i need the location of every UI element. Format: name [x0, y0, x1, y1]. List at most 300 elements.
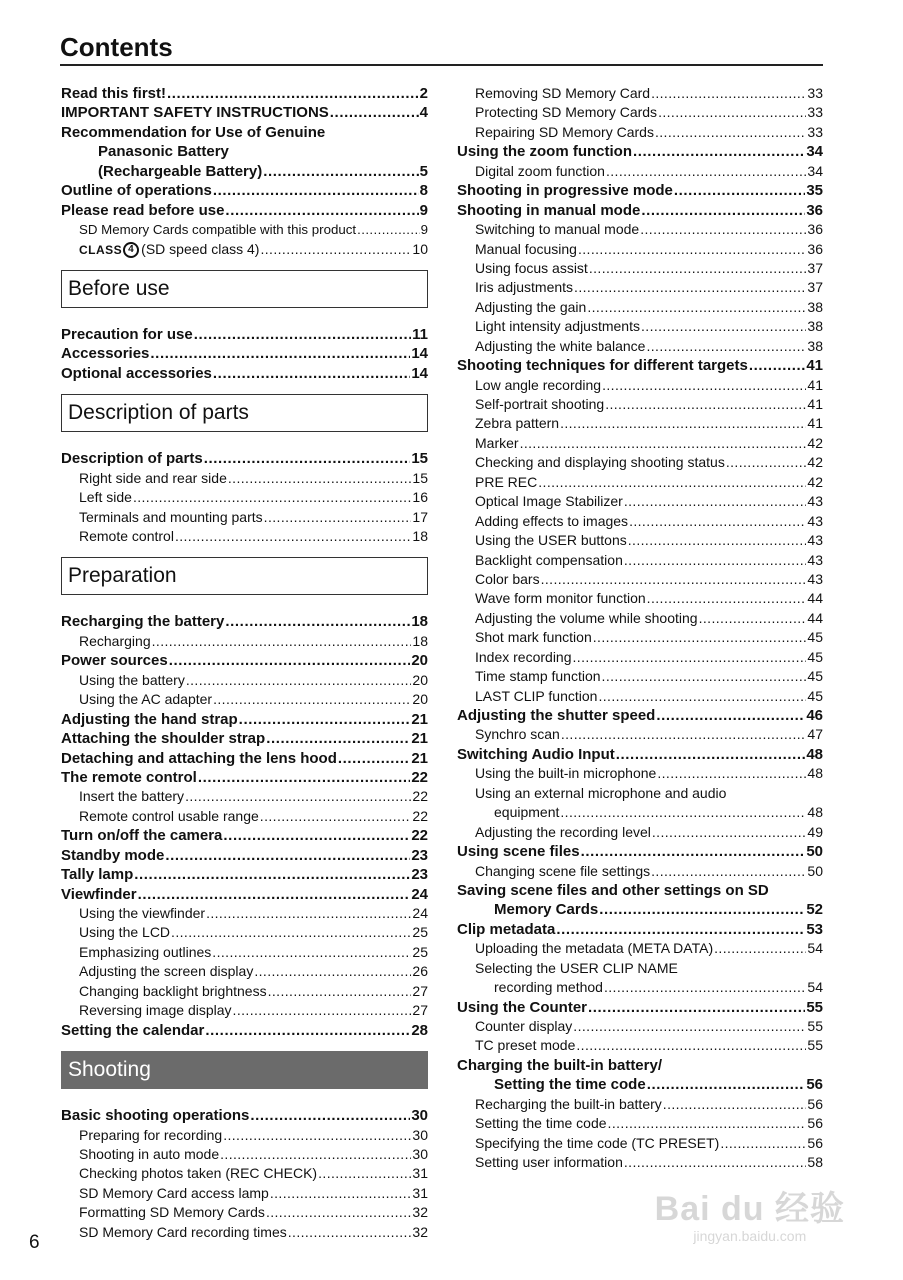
toc-subentry[interactable] [61, 982, 428, 1001]
page-ref: 15 [412, 469, 428, 486]
page-ref: 55 [806, 998, 823, 1016]
entry-title: Using focus assist [475, 259, 588, 276]
toc-subentry[interactable] [457, 414, 823, 433]
toc-entry[interactable] [61, 612, 428, 631]
entry-title: Counter display [475, 1018, 573, 1034]
dot-leader [606, 162, 806, 181]
page-ref: 28 [411, 1021, 428, 1039]
dot-leader [726, 453, 807, 472]
page-ref: 55 [807, 1037, 823, 1054]
entry-title: Marker [475, 434, 519, 451]
toc-subentry[interactable] [457, 220, 823, 239]
toc-entry[interactable] [61, 84, 428, 103]
toc-entry[interactable] [457, 356, 823, 375]
entry-title: SD Memory Card recording times [79, 1223, 287, 1240]
entry-title: Detaching and attaching the lens hood [61, 749, 337, 767]
entry-title: Emphasizing outlines [79, 943, 212, 960]
entry-title: Uploading the metadata (META DATA) [475, 940, 714, 957]
entry-title: Setting the time code [475, 1115, 607, 1132]
page-ref: 27 [412, 982, 428, 999]
sd-class4-logo [79, 241, 139, 260]
page-ref: 20 [412, 671, 428, 688]
toc-entry[interactable] [61, 449, 428, 468]
dot-leader [268, 982, 412, 1001]
toc-subentry[interactable] [457, 162, 823, 181]
dot-leader [663, 1095, 807, 1114]
page-ref: 22 [411, 827, 428, 845]
entry-title: Shooting in progressive mode [457, 182, 673, 200]
page-ref: 20 [412, 691, 428, 708]
toc-subentry[interactable] [61, 671, 428, 690]
dot-leader [624, 551, 807, 570]
page-ref: 21 [411, 749, 428, 767]
entry-title: Outline of operations [61, 182, 212, 200]
entry-title: (Rechargeable Battery) [98, 162, 263, 180]
page-ref: 45 [807, 629, 823, 646]
toc-subentry[interactable] [457, 1095, 823, 1114]
dot-leader [206, 904, 411, 923]
dot-leader [651, 862, 806, 881]
toc-entry[interactable] [61, 865, 428, 884]
toc-subentry[interactable] [61, 923, 428, 942]
dot-leader [260, 807, 412, 826]
dot-leader [263, 162, 418, 181]
page-ref: 32 [412, 1204, 428, 1221]
dot-leader [520, 434, 807, 453]
toc-subentry[interactable] [61, 1164, 428, 1183]
page-ref: 34 [806, 143, 823, 161]
entry-title: Synchro scan [475, 726, 560, 743]
dot-leader [133, 488, 411, 507]
page-ref: 23 [411, 846, 428, 864]
toc-subentry[interactable] [457, 803, 823, 822]
toc-subentry[interactable] [457, 1114, 823, 1133]
entry-title: Using the AC adapter [79, 691, 213, 708]
toc-subentry[interactable] [61, 1145, 428, 1164]
dot-leader [640, 220, 806, 239]
page-ref: 26 [412, 963, 428, 980]
toc-entry[interactable] [457, 745, 823, 764]
dot-leader [581, 842, 806, 861]
page-ref: 21 [411, 710, 428, 728]
page-ref: 25 [412, 924, 428, 941]
entry-title: Removing SD Memory Card [475, 85, 651, 101]
toc-entry[interactable] [61, 364, 428, 383]
toc-entry[interactable] [61, 826, 428, 845]
dot-leader [651, 84, 806, 103]
toc-subentry[interactable] [457, 123, 823, 142]
toc-entry[interactable] [61, 201, 428, 220]
page-ref: 31 [412, 1165, 428, 1182]
toc-subentry[interactable] [457, 570, 823, 589]
toc-subentry[interactable] [457, 453, 823, 472]
entry-title: SD Memory Card access lamp [79, 1184, 269, 1201]
toc-entry[interactable] [457, 1075, 823, 1094]
toc-subentry[interactable] [61, 508, 428, 527]
page-ref: 22 [411, 768, 428, 786]
page-ref: 38 [807, 337, 823, 354]
toc-subentry[interactable] [457, 764, 823, 783]
dot-leader [223, 826, 410, 845]
page-ref: 30 [411, 1107, 428, 1125]
toc-entry[interactable] [61, 103, 428, 122]
toc-subentry[interactable] [61, 527, 428, 546]
toc-subentry[interactable] [457, 687, 823, 706]
dot-leader [152, 632, 412, 651]
entry-title: Setting the time code [494, 1076, 646, 1094]
entry-title: Switching Audio Input [457, 745, 615, 763]
page-ref: 27 [412, 1002, 428, 1019]
dot-leader [624, 492, 807, 511]
page-ref: 41 [807, 396, 823, 412]
dot-leader [150, 344, 410, 363]
toc-subentry[interactable] [61, 220, 428, 239]
page-ref: 18 [412, 632, 428, 649]
dot-leader [260, 240, 411, 259]
toc-subentry[interactable] [457, 103, 823, 122]
toc-subentry[interactable] [457, 823, 823, 842]
page-ref: 8 [419, 182, 428, 200]
toc-subentry[interactable] [61, 904, 428, 923]
entry-title: Changing backlight brightness [79, 982, 267, 999]
dot-leader [602, 667, 807, 686]
entry-title: Shooting in auto mode [79, 1145, 220, 1162]
toc-entry[interactable] [61, 181, 428, 200]
entry-title: Recharging the built-in battery [475, 1095, 662, 1112]
dot-leader [605, 395, 806, 414]
toc-entry[interactable] [61, 142, 428, 161]
entry-title: Low angle recording [475, 376, 602, 393]
dot-leader [629, 512, 806, 531]
toc-subentry[interactable] [457, 512, 823, 531]
toc-subentry[interactable] [457, 531, 823, 550]
entry-title: Please read before use [61, 201, 225, 219]
toc-subentry[interactable] [457, 551, 823, 570]
dot-leader [598, 687, 806, 706]
toc-subentry[interactable] [61, 488, 428, 507]
entry-title: SD Memory Cards compatible with this product [79, 222, 357, 238]
page-ref: 16 [412, 489, 428, 506]
dot-leader [134, 865, 410, 884]
page-ref: 35 [806, 182, 823, 200]
toc-entry[interactable] [61, 1106, 428, 1125]
toc-subentry[interactable] [61, 807, 428, 826]
toc-subentry[interactable] [457, 1153, 823, 1172]
page-ref: 34 [807, 162, 823, 179]
page-ref: 43 [807, 532, 823, 549]
toc-subentry[interactable] [457, 278, 823, 297]
toc-subentry[interactable] [457, 628, 823, 647]
entry-title: Clip metadata [457, 920, 556, 938]
dot-leader [185, 787, 411, 806]
entry-title: Terminals and mounting parts [79, 508, 263, 525]
page-ref: 42 [807, 454, 823, 471]
page-ref: 45 [807, 668, 823, 685]
page-ref: 43 [807, 493, 823, 510]
page-ref: 31 [412, 1184, 428, 1201]
toc-subentry[interactable] [457, 589, 823, 608]
page-ref: 23 [411, 866, 428, 884]
toc-subentry[interactable] [61, 690, 428, 709]
toc-subentry[interactable] [61, 1126, 428, 1145]
entry-title: Adding effects to images [475, 512, 629, 529]
dot-leader [186, 671, 412, 690]
toc-subentry[interactable] [457, 337, 823, 356]
dot-leader [633, 142, 805, 161]
dot-leader [658, 103, 806, 122]
page-ref: 37 [807, 279, 823, 296]
entry-title: IMPORTANT SAFETY INSTRUCTIONS [61, 104, 329, 122]
entry-title: Using the Counter [457, 998, 587, 1016]
entry-title: Wave form monitor function [475, 590, 646, 607]
page-ref: 5 [419, 162, 428, 180]
entry-title: Checking and displaying shooting status [475, 454, 725, 471]
page-ref: 9 [420, 222, 428, 238]
toc-subentry[interactable] [457, 434, 823, 453]
toc-subentry[interactable] [457, 317, 823, 336]
toc-subentry[interactable] [457, 1036, 823, 1055]
page-ref: 17 [412, 508, 428, 525]
page-ref: 21 [411, 730, 428, 748]
page-ref: 46 [806, 707, 823, 724]
entry-title: Recharging the battery [61, 613, 225, 631]
toc-subentry[interactable] [457, 939, 823, 958]
dot-leader [561, 725, 807, 744]
toc-entry[interactable] [61, 344, 428, 363]
entry-title: Using the LCD [79, 924, 171, 941]
toc-subentry[interactable] [457, 395, 823, 414]
toc-entry[interactable] [61, 123, 428, 142]
page-ref: 48 [807, 765, 823, 782]
dot-leader [674, 181, 805, 200]
page-ref: 44 [807, 609, 823, 626]
section-heading: Preparation [61, 557, 428, 595]
toc-entry[interactable] [61, 162, 428, 181]
entry-title: Shot mark function [475, 629, 592, 646]
page-ref: 22 [412, 807, 428, 824]
dot-leader [599, 900, 805, 919]
toc-subentry[interactable] [61, 962, 428, 981]
entry-title: Using the zoom function [457, 143, 632, 161]
entry-title: Formatting SD Memory Cards [79, 1204, 265, 1221]
toc-subentry[interactable] [61, 943, 428, 962]
page-ref: 24 [411, 885, 428, 903]
page-ref: 2 [419, 85, 428, 102]
class-logo-number: 4 [123, 242, 139, 258]
entry-title: Standby mode [61, 846, 165, 864]
dot-leader [573, 1017, 806, 1036]
page-ref: 56 [807, 1115, 823, 1132]
entry-title: Viewfinder [61, 885, 137, 903]
title-divider [60, 64, 823, 66]
entry-title: Right side and rear side [79, 469, 227, 486]
dot-leader [254, 962, 411, 981]
entry-title: Power sources [61, 652, 168, 670]
dot-leader [225, 201, 418, 220]
dot-leader [233, 1001, 412, 1020]
page-ref: 37 [807, 259, 823, 276]
toc-subentry[interactable] [457, 609, 823, 628]
page-ref: 36 [807, 240, 823, 257]
entry-title: Recharging [79, 632, 151, 649]
page-title: Contents [60, 32, 173, 62]
toc-entry[interactable] [61, 768, 428, 787]
dot-leader [169, 651, 411, 670]
toc-subentry[interactable] [457, 725, 823, 744]
toc-subentry[interactable] [61, 787, 428, 806]
watermark-url: jingyan.baidu.com [693, 1228, 807, 1244]
entry-title: Adjusting the white balance [475, 337, 646, 354]
dot-leader [589, 259, 807, 278]
page-ref: 50 [807, 862, 823, 879]
dot-leader [646, 337, 806, 356]
toc-entry[interactable] [457, 920, 823, 939]
entry-title: Setting user information [475, 1154, 623, 1171]
toc-entry[interactable] [457, 881, 823, 900]
toc-subentry[interactable] [457, 240, 823, 259]
class-logo-text: CLASS [79, 242, 123, 257]
entry-title: Using the battery [79, 671, 185, 688]
entry-title: Switching to manual mode [475, 221, 640, 238]
toc-subentry[interactable] [457, 376, 823, 395]
entry-title: Left side [79, 489, 132, 506]
dot-leader [541, 570, 807, 589]
page-ref: 58 [807, 1154, 823, 1171]
dot-leader [225, 612, 410, 631]
section-heading: Shooting [61, 1051, 428, 1089]
toc-subentry[interactable] [61, 469, 428, 488]
dot-leader [175, 527, 411, 546]
entry-title: Accessories [61, 345, 150, 363]
entry-title: TC preset mode [475, 1037, 576, 1054]
toc-entry[interactable] [457, 1056, 823, 1075]
watermark [655, 1190, 845, 1244]
dot-leader [204, 449, 411, 468]
toc-entry[interactable] [457, 842, 823, 861]
page-ref: 33 [807, 85, 823, 101]
toc-entry[interactable] [61, 1021, 428, 1040]
toc-subentry[interactable] [457, 959, 823, 978]
section-heading: Description of parts [61, 394, 428, 432]
toc-subentry[interactable] [457, 862, 823, 881]
entry-title: Light intensity adjustments [475, 318, 640, 335]
entry-title: Insert the battery [79, 788, 185, 805]
page-ref: 9 [419, 201, 428, 219]
toc-subentry[interactable] [457, 648, 823, 667]
entry-title: Repairing SD Memory Cards [475, 123, 654, 140]
toc-entry[interactable] [61, 325, 428, 344]
dot-leader [574, 278, 806, 297]
toc-entry[interactable] [61, 729, 428, 748]
toc-subentry[interactable] [457, 1017, 823, 1036]
entry-title: Selecting the USER CLIP NAME [475, 959, 678, 976]
toc-subentry[interactable] [61, 632, 428, 651]
dot-leader [556, 920, 805, 939]
dot-leader [228, 469, 412, 488]
dot-leader [338, 749, 410, 768]
page-ref: 41 [806, 357, 823, 375]
dot-leader [213, 690, 411, 709]
toc-entry[interactable] [61, 846, 428, 865]
entry-title: Adjusting the gain [475, 298, 587, 315]
dot-leader [616, 745, 806, 764]
dot-leader [560, 803, 806, 822]
toc-subentry[interactable] [457, 784, 823, 803]
toc-subentry[interactable] [61, 1001, 428, 1020]
toc-subentry[interactable] [457, 978, 823, 997]
entry-title: Basic shooting operations [61, 1107, 250, 1125]
page-ref: 38 [807, 318, 823, 335]
dot-leader [652, 823, 807, 842]
toc-subentry[interactable] [457, 259, 823, 278]
entry-title: Recommendation for Use of Genuine [61, 123, 326, 141]
toc-entry[interactable] [61, 885, 428, 904]
dot-leader [714, 939, 806, 958]
toc-subentry[interactable] [61, 1203, 428, 1222]
entry-title: Zebra pattern [475, 415, 560, 432]
entry-title: Description of parts [61, 450, 203, 468]
toc-subentry[interactable] [457, 492, 823, 511]
page-ref: 48 [806, 745, 823, 763]
toc-subentry[interactable] [61, 1223, 428, 1242]
dot-leader [357, 220, 419, 239]
page-ref: 32 [412, 1223, 428, 1240]
toc-subentry[interactable] [61, 1184, 428, 1203]
page-ref: 50 [806, 843, 823, 861]
page-ref: 49 [807, 823, 823, 840]
page-ref: 38 [807, 298, 823, 315]
toc-entry[interactable] [457, 900, 823, 919]
dot-leader [749, 356, 805, 375]
toc-entry[interactable] [457, 706, 823, 725]
toc-subentry[interactable] [457, 298, 823, 317]
toc-entry[interactable] [61, 710, 428, 729]
page-ref: 48 [807, 804, 823, 821]
dot-leader [330, 103, 419, 122]
entry-title: equipment [494, 804, 560, 821]
page-ref: 53 [806, 920, 823, 938]
entry-title: Optical Image Stabilizer [475, 493, 623, 510]
page-ref: 44 [807, 590, 823, 607]
toc-entry[interactable] [457, 998, 823, 1017]
page-ref: 14 [411, 345, 428, 363]
page-ref: 41 [807, 376, 823, 393]
toc-subentry[interactable] [457, 84, 823, 103]
entry-title: Checking photos taken (REC CHECK) [79, 1165, 318, 1182]
toc-entry[interactable] [61, 651, 428, 670]
dot-leader [213, 364, 410, 383]
toc-entry[interactable] [457, 142, 823, 161]
toc-subentry[interactable] [457, 1134, 823, 1153]
entry-title: Adjusting the recording level [475, 823, 651, 840]
page-ref: 30 [412, 1126, 428, 1143]
page-ref: 43 [807, 551, 823, 568]
entry-title: Manual focusing [475, 240, 577, 257]
toc-entry[interactable] [457, 201, 823, 220]
toc-subentry[interactable] [457, 473, 823, 492]
toc-subentry[interactable] [61, 240, 428, 259]
dot-leader [656, 706, 805, 725]
page-ref: 18 [412, 528, 428, 544]
page-ref: 22 [412, 788, 428, 805]
toc-subentry[interactable] [457, 667, 823, 686]
entry-title: Reversing image display [79, 1002, 232, 1019]
page-ref: 41 [807, 415, 823, 432]
dot-leader [171, 923, 411, 942]
toc-entry[interactable] [457, 181, 823, 200]
toc-entry[interactable] [61, 749, 428, 768]
page-ref: 14 [411, 364, 428, 382]
